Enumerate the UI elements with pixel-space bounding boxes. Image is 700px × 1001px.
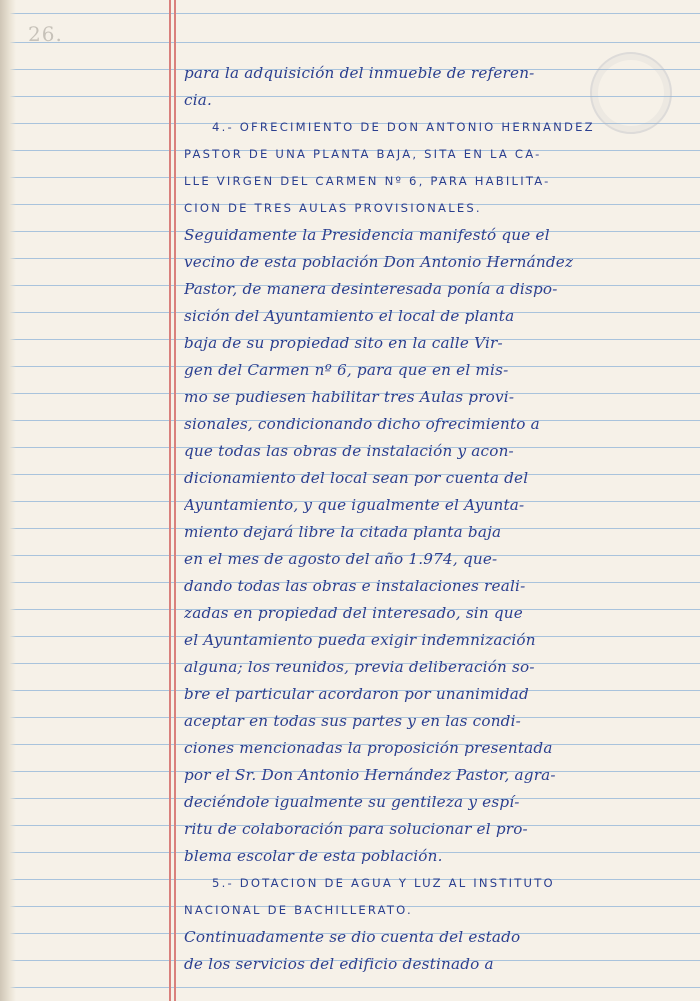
section-heading-line: NACIONAL DE BACHILLERATO. [184,903,413,917]
manuscript-line: para la adquisición del inmueble de referen- [184,64,535,82]
manuscript-line: en el mes de agosto del año 1.974, que- [184,550,498,568]
manuscript-line: Seguidamente la Presidencia manifestó que el [184,226,550,244]
manuscript-line: mo se pudiesen habilitar tres Aulas provi- [184,388,515,406]
manuscript-line: sición del Ayuntamiento el local de planta [184,307,515,325]
section-heading-line: PASTOR DE UNA PLANTA BAJA, SITA EN LA CA- [184,147,542,161]
section-heading-line: 4.- OFRECIMIENTO DE DON ANTONIO HERNANDEZ [212,120,595,134]
binding-shadow [0,0,16,1001]
manuscript-line: el Ayuntamiento pueda exigir indemnización [184,631,536,649]
manuscript-line: de los servicios del edificio destinado a [184,955,494,973]
manuscript-line: cia. [184,91,213,109]
manuscript-line: Ayuntamiento, y que igualmente el Ayunta- [184,496,525,514]
manuscript-line: dando todas las obras e instalaciones reali- [184,577,526,595]
manuscript-line: vecino de esta población Don Antonio Hernández [184,253,574,271]
manuscript-line: Pastor, de manera desinteresada ponía a dispo- [184,280,558,298]
manuscript-line: por el Sr. Don Antonio Hernández Pastor, agra- [184,766,556,784]
margin-rule-right [174,0,176,1001]
manuscript-line: baja de su propiedad sito en la calle Vir- [184,334,503,352]
manuscript-line: Continuadamente se dio cuenta del estado [184,928,521,946]
section-heading-line: 5.- DOTACION DE AGUA Y LUZ AL INSTITUTO [212,876,555,890]
margin-rule-left [169,0,171,1001]
manuscript-line: ciones mencionadas la proposición presentada [184,739,553,757]
manuscript-line: sionales, condicionando dicho ofrecimiento a [184,415,540,433]
manuscript-line: blema escolar de esta población. [184,847,443,865]
handwritten-text-block [184,60,684,978]
manuscript-line: dicionamiento del local sean por cuenta del [184,469,529,487]
manuscript-line: ritu de colaboración para solucionar el pro- [184,820,528,838]
section-heading-line: CION DE TRES AULAS PROVISIONALES. [184,201,482,215]
manuscript-line: que todas las obras de instalación y acon- [184,442,514,460]
page-number: 26. [28,22,63,46]
manuscript-line: gen del Carmen nº 6, para que en el mis- [184,361,509,379]
manuscript-line: zadas en propiedad del interesado, sin que [184,604,523,622]
section-heading-line: LLE VIRGEN DEL CARMEN Nº 6, PARA HABILITA- [184,174,551,188]
manuscript-line: bre el particular acordaron por unanimidad [184,685,529,703]
manuscript-line: alguna; los reunidos, previa deliberación so- [184,658,535,676]
left-margin [16,0,172,1001]
manuscript-line: miento dejará libre la citada planta baja [184,523,502,541]
manuscript-line: aceptar en todas sus partes y en las condi- [184,712,521,730]
manuscript-line: deciéndole igualmente su gentileza y espí- [184,793,520,811]
